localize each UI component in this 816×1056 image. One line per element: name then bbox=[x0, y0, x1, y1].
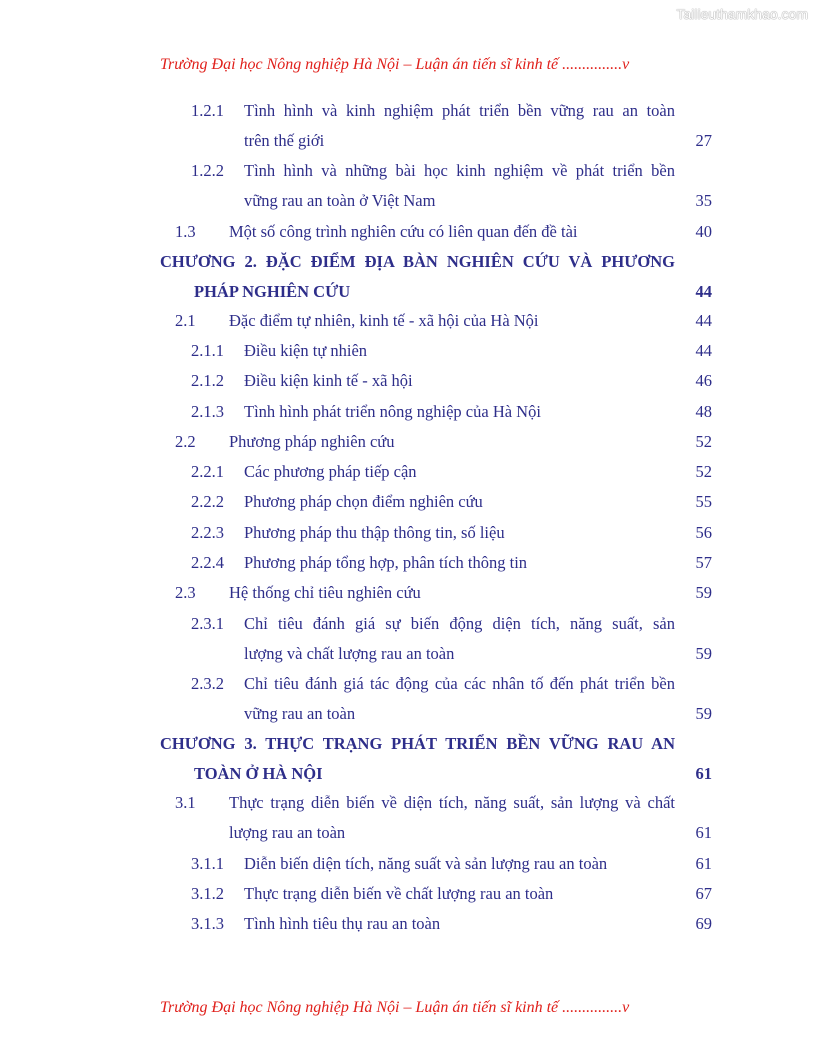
toc-page: 59 bbox=[695, 583, 712, 602]
toc-page: 59 bbox=[695, 644, 712, 663]
toc-page: 27 bbox=[695, 131, 712, 150]
toc-page: 44 bbox=[695, 341, 712, 360]
toc-title: Các phương pháp tiếp cận bbox=[244, 462, 417, 481]
toc-title: Chỉ tiêu đánh giá sự biến động diện tích, năng suất, sản bbox=[244, 614, 675, 633]
toc-title: lượng và chất lượng rau an toàn bbox=[244, 644, 455, 663]
toc-page: 35 bbox=[695, 191, 712, 210]
toc-page: 57 bbox=[695, 553, 712, 572]
toc-title: lượng rau an toàn bbox=[229, 823, 346, 842]
toc-page: 55 bbox=[695, 492, 712, 511]
toc-title: Thực trạng diễn biến về chất lượng rau an toàn bbox=[244, 884, 554, 903]
toc-page: 48 bbox=[695, 402, 712, 421]
toc-number: 2.1.3 bbox=[191, 402, 224, 421]
toc-number: 3.1.1 bbox=[191, 854, 224, 873]
toc-number: 2.2 bbox=[175, 432, 196, 451]
toc-number: 2.1.2 bbox=[191, 371, 224, 390]
toc-page: 56 bbox=[695, 523, 712, 542]
toc-number: 3.1.3 bbox=[191, 914, 224, 933]
toc-chapter-title: CHƯƠNG 3. THỰC TRẠNG PHÁT TRIỂN BỀN VỮNG RAU AN bbox=[160, 734, 675, 753]
toc-title: Phương pháp chọn điểm nghiên cứu bbox=[244, 492, 483, 511]
toc-number: 3.1 bbox=[175, 793, 196, 812]
toc-number: 2.3.1 bbox=[191, 614, 224, 633]
toc-number: 2.1.1 bbox=[191, 341, 224, 360]
toc-title: Đặc điểm tự nhiên, kinh tế - xã hội của Hà Nội bbox=[229, 311, 539, 330]
toc-page: 69 bbox=[695, 914, 712, 933]
toc-title: Chỉ tiêu đánh giá tác động của các nhân tố đến phát triển bền bbox=[244, 674, 675, 693]
toc-title: Điều kiện tự nhiên bbox=[244, 341, 368, 360]
toc-number: 2.2.3 bbox=[191, 523, 224, 542]
toc-page: 61 bbox=[695, 764, 712, 783]
toc-number: 2.2.4 bbox=[191, 553, 224, 572]
toc-page: 61 bbox=[695, 854, 712, 873]
toc-title: trên thế giới bbox=[244, 131, 325, 150]
toc-title: Một số công trình nghiên cứu có liên quan đến đề tài bbox=[229, 222, 578, 241]
toc-chapter-title: PHÁP NGHIÊN CỨU bbox=[194, 282, 351, 301]
toc-title: vững rau an toàn bbox=[244, 704, 356, 723]
toc-page: 61 bbox=[695, 823, 712, 842]
toc-title: Tình hình và những bài học kinh nghiệm về phát triển bền bbox=[244, 161, 675, 180]
watermark: Tailieuthamkhao.com bbox=[676, 6, 808, 22]
toc-page: 52 bbox=[695, 462, 712, 481]
toc-page: 40 bbox=[695, 222, 712, 241]
page-header: Trường Đại học Nông nghiệp Hà Nội – Luận án tiến sĩ kinh tế ...............v bbox=[160, 56, 630, 73]
toc-page: 67 bbox=[695, 884, 712, 903]
toc-title: Điều kiện kinh tế - xã hội bbox=[244, 371, 413, 390]
toc-title: Tình hình tiêu thụ rau an toàn bbox=[244, 914, 441, 933]
toc-number: 2.2.1 bbox=[191, 462, 224, 481]
toc-title: Tình hình phát triển nông nghiệp của Hà Nội bbox=[244, 402, 541, 421]
toc-title: Thực trạng diễn biến về diện tích, năng suất, sản lượng và chất bbox=[229, 793, 675, 812]
toc-number: 1.2.2 bbox=[191, 161, 224, 180]
toc-number: 2.3.2 bbox=[191, 674, 224, 693]
toc-number: 2.2.2 bbox=[191, 492, 224, 511]
toc-title: Phương pháp tổng hợp, phân tích thông tin bbox=[244, 553, 528, 572]
toc-number: 1.2.1 bbox=[191, 101, 224, 120]
toc-number: 3.1.2 bbox=[191, 884, 224, 903]
toc-title: Phương pháp thu thập thông tin, số liệu bbox=[244, 523, 505, 542]
toc-page: 44 bbox=[695, 282, 712, 301]
toc-chapter-title: CHƯƠNG 2. ĐẶC ĐIỂM ĐỊA BÀN NGHIÊN CỨU VÀ PHƯƠNG bbox=[160, 252, 675, 271]
toc-number: 2.3 bbox=[175, 583, 196, 602]
toc-title: Hệ thống chỉ tiêu nghiên cứu bbox=[229, 583, 421, 602]
toc-page: 46 bbox=[695, 371, 712, 390]
toc-number: 1.3 bbox=[175, 222, 196, 241]
toc-title: Diễn biến diện tích, năng suất và sản lượng rau an toàn bbox=[244, 854, 608, 873]
toc-title: Tình hình và kinh nghiệm phát triển bền vững rau an toàn bbox=[244, 101, 675, 120]
toc-title: Phương pháp nghiên cứu bbox=[229, 432, 395, 451]
page-footer: Trường Đại học Nông nghiệp Hà Nội – Luận án tiến sĩ kinh tế ...............v bbox=[160, 999, 630, 1016]
toc-chapter-title: TOÀN Ở HÀ NỘI bbox=[194, 764, 323, 783]
toc-page: 52 bbox=[695, 432, 712, 451]
toc-page: 59 bbox=[695, 704, 712, 723]
toc-number: 2.1 bbox=[175, 311, 196, 330]
toc-page: 44 bbox=[695, 311, 712, 330]
toc-title: vững rau an toàn ở Việt Nam bbox=[244, 191, 436, 210]
